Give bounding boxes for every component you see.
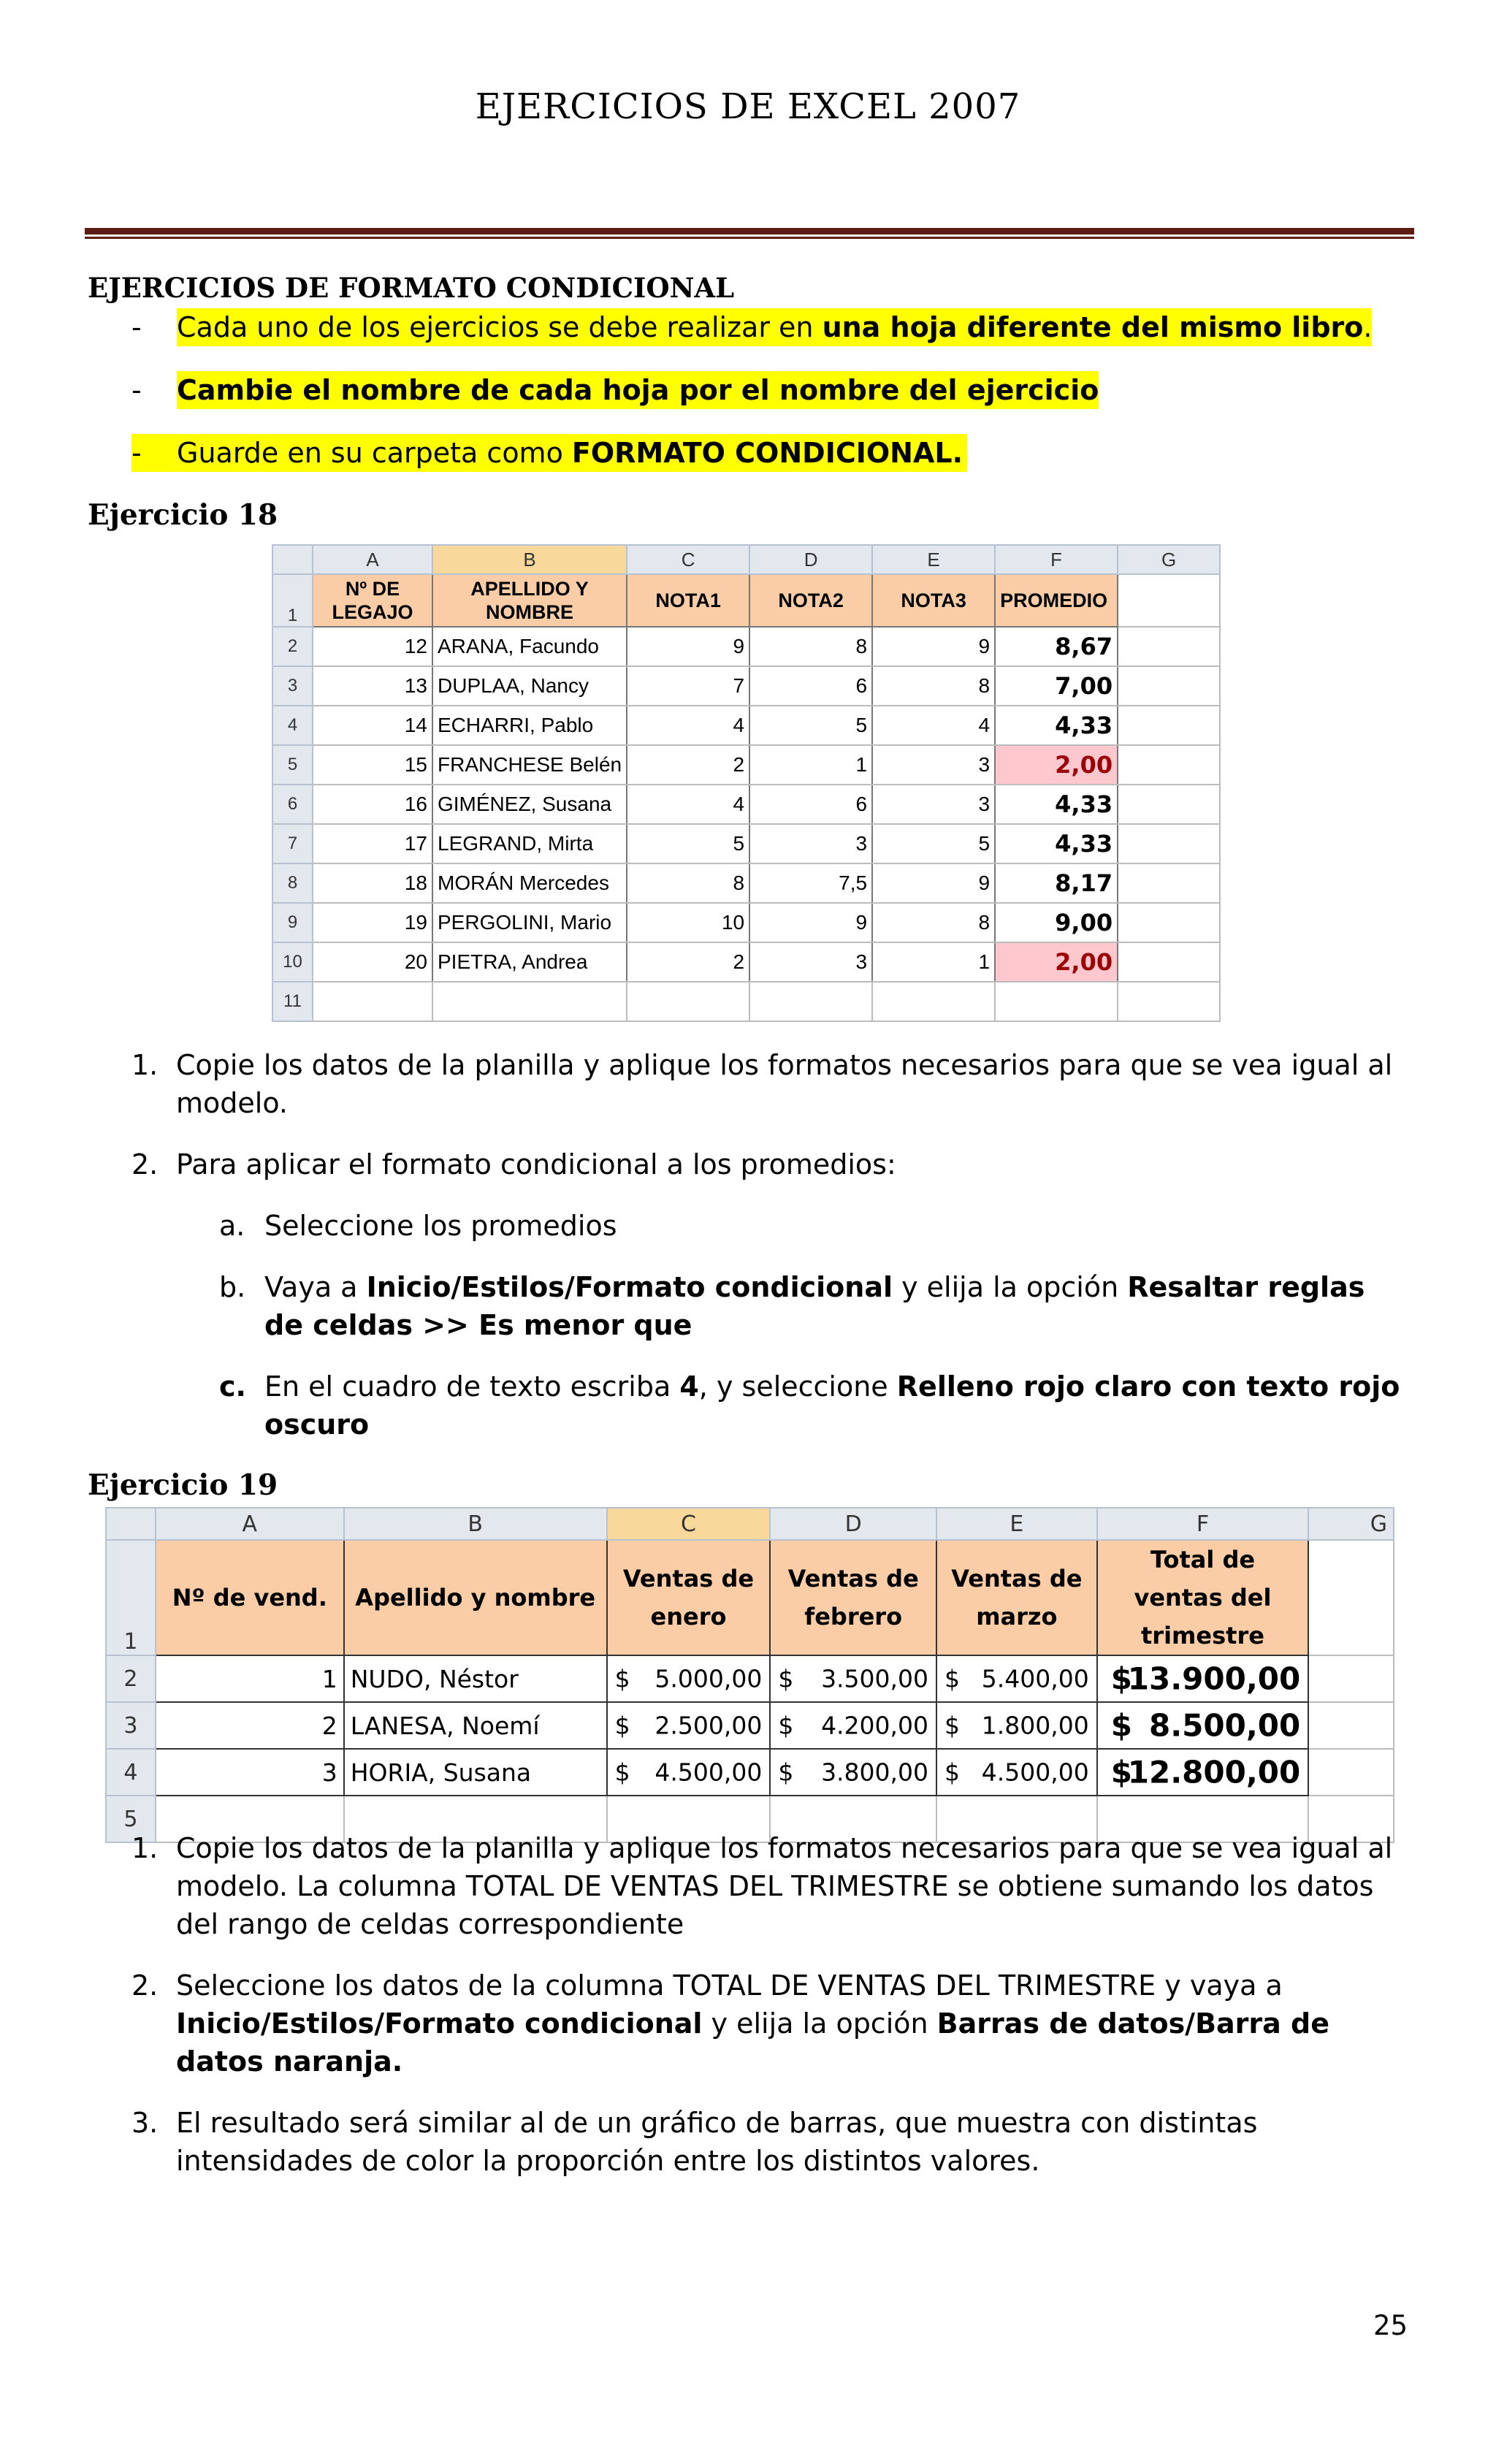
header-cell: APELLIDO Y NOMBRE [432,574,627,627]
empty-cell [1118,574,1220,627]
row-number: 11 [272,982,313,1021]
table-row [272,627,1220,666]
promedio-cell: 8,67 [995,627,1118,666]
empty-cell [1118,942,1220,982]
ventas-mar-cell [936,1749,1097,1796]
empty-cell [1118,745,1220,785]
nota3-cell: 9 [872,627,995,666]
nota3-cell: 8 [872,666,995,706]
page-number: 25 [1373,2310,1408,2341]
ventas-feb-cell [770,1749,936,1796]
nota3-cell: 3 [872,785,995,824]
empty-cell [1308,1749,1394,1796]
currency-symbol: $ [778,1664,794,1693]
nota3-cell: 9 [872,863,995,903]
promedio-cell: 7,00 [995,666,1118,706]
header-cell: Ventas de febrero [770,1540,936,1655]
legajo-cell: 16 [313,785,432,824]
empty-cell [1118,903,1220,942]
nombre-cell: MORÁN Mercedes [432,863,627,903]
amount-value: 3.500,00 [821,1664,929,1693]
ex19-step-1: 1. Copie los datos de la planilla y aplique los formatos necesarios para que se vea igual al modelo. La columna TOTAL DE VENTAS DEL TRIMESTRE se obtiene sumando los datos del rango de celdas correspondiente [131,1832,1393,1940]
nombre-cell: LEGRAND, Mirta [432,824,627,863]
header-cell: NOTA2 [749,574,872,627]
row-number: 5 [272,745,313,785]
nota2-cell: 3 [749,942,872,982]
amount-value: 4.500,00 [654,1758,763,1787]
column-letter: C [607,1508,771,1540]
column-letter: A [313,545,432,574]
empty-cell [1118,666,1220,706]
ventas-ene-cell [607,1655,771,1702]
table-row [272,903,1220,942]
row-number: 3 [272,666,313,706]
legajo-cell: 15 [313,745,432,785]
ex18-step-2: 2. Para aplicar el formato condicional a los promedios: [131,1148,896,1180]
column-letter: B [432,545,627,574]
nota3-cell: 3 [872,745,995,785]
bullet-text: Cambie el nombre de cada hoja por el nombre del ejercicio [177,371,1099,409]
promedio-cell: 8,17 [995,863,1118,903]
amount-value: 8.500,00 [1148,1707,1301,1744]
ventas-total-cell [1097,1749,1309,1796]
nombre-cell: GIMÉNEZ, Susana [432,785,627,824]
exercise-18-title: Ejercicio 18 [88,498,278,532]
table-row [106,1749,1394,1796]
amount-value: 5.400,00 [981,1664,1089,1693]
column-letter: F [1097,1508,1309,1540]
nota1-cell: 8 [627,863,749,903]
nombre-cell: PERGOLINI, Mario [432,903,627,942]
amount-value: 2.500,00 [654,1711,763,1740]
ex18-substep-a: a. Seleccione los promedios [219,1210,617,1242]
vendedor-num-cell: 1 [156,1655,344,1702]
table-header-row [106,1540,1394,1655]
ex18-substep-c: c. En el cuadro de texto escriba 4, y seleccione Relleno rojo claro con texto rojo oscuro [219,1370,1400,1441]
nota1-cell: 5 [627,824,749,863]
currency-symbol: $ [1110,1707,1132,1744]
currency-symbol: $ [614,1711,630,1740]
nota2-cell: 5 [749,706,872,745]
header-cell: PROMEDIO [995,574,1118,627]
ex18-substep-b: b. Vaya a Inicio/Estilos/Formato condicional y elija la opción Resaltar reglas de celdas >> Es menor que [219,1271,1365,1341]
nota1-cell: 2 [627,942,749,982]
amount-value: 1.800,00 [981,1711,1089,1740]
nota2-cell: 7,5 [749,863,872,903]
nota3-cell: 5 [872,824,995,863]
table-row [272,706,1220,745]
nota1-cell: 10 [627,903,749,942]
promedio-cell: 4,33 [995,824,1118,863]
column-header-row [106,1508,1394,1540]
currency-symbol: $ [1110,1754,1132,1790]
ventas-feb-cell [770,1702,936,1749]
table-row [272,942,1220,982]
table-row [272,785,1220,824]
currency-symbol: $ [944,1758,961,1787]
nombre-cell: DUPLAA, Nancy [432,666,627,706]
nombre-cell: LANESA, Noemí [344,1702,607,1749]
currency-symbol: $ [778,1758,794,1787]
table-row [272,666,1220,706]
page-header-title: EJERCICIOS DE EXCEL 2007 [475,86,1021,127]
spreadsheet-ex19 [105,1507,1394,1832]
table-row [106,1702,1394,1749]
header-cell: NOTA1 [627,574,749,627]
table-row [272,982,1220,1021]
amount-value: 4.200,00 [821,1711,929,1740]
nota1-cell: 9 [627,627,749,666]
table-header-row [272,574,1220,627]
header-cell: Apellido y nombre [344,1540,607,1655]
row-number: 6 [272,785,313,824]
nota1-cell: 4 [627,706,749,745]
nombre-cell: HORIA, Susana [344,1749,607,1796]
legajo-cell: 13 [313,666,432,706]
ex19-step-2: 2. Seleccione los datos de la columna TOTAL DE VENTAS DEL TRIMESTRE y vaya a Inicio/Estilos/Formato condicional y elija la opción Barras de datos/Barra de datos naranja. [131,1969,1329,2078]
row-number: 9 [272,903,313,942]
ventas-ene-cell [607,1702,771,1749]
amount-value: 3.800,00 [821,1758,929,1787]
ex19-step-3: 3. El resultado será similar al de un gráfico de barras, que muestra con distintas intensidades de color la proporción entre los distintos valores. [131,2107,1258,2177]
ventas-mar-cell [936,1702,1097,1749]
bullet-text: Cada uno de los ejercicios se debe realizar en una hoja diferente del mismo libro. [177,308,1372,346]
header-rule-thick [85,228,1414,234]
nota2-cell: 6 [749,785,872,824]
ventas-total-cell [1097,1702,1309,1749]
table-row [272,745,1220,785]
nota1-cell: 7 [627,666,749,706]
promedio-cell: 4,33 [995,785,1118,824]
nota3-cell: 4 [872,706,995,745]
nota2-cell: 6 [749,666,872,706]
table-row [106,1655,1394,1702]
header-cell: Ventas de enero [607,1540,771,1655]
nombre-cell: ARANA, Facundo [432,627,627,666]
empty-cell [1308,1702,1394,1749]
instruction-bullet [131,434,967,472]
empty-cell [1118,627,1220,666]
currency-symbol: $ [778,1711,794,1740]
empty-cell [1118,706,1220,745]
legajo-cell: 20 [313,942,432,982]
legajo-cell: 18 [313,863,432,903]
promedio-cell: 4,33 [995,706,1118,745]
amount-value: 5.000,00 [654,1664,763,1693]
row-number: 1 [272,574,313,627]
currency-symbol: $ [1110,1660,1132,1697]
ventas-feb-cell [770,1655,936,1702]
spreadsheet-ex18 [272,544,1225,1015]
currency-symbol: $ [614,1758,630,1787]
empty-cell [1308,1655,1394,1702]
row-number: 10 [272,942,313,982]
header-cell: Ventas de marzo [936,1540,1097,1655]
nota3-cell: 8 [872,903,995,942]
nombre-cell: FRANCHESE Belén [432,745,627,785]
header-cell: Total de ventas del trimestre [1097,1540,1309,1655]
corner-cell [106,1508,156,1540]
column-letter: G [1308,1508,1394,1540]
section-title: EJERCICIOS DE FORMATO CONDICIONAL [88,272,735,304]
row-number: 4 [272,706,313,745]
nota2-cell: 3 [749,824,872,863]
amount-value: 13.900,00 [1127,1660,1301,1697]
legajo-cell: 14 [313,706,432,745]
legajo-cell: 19 [313,903,432,942]
column-letter: D [770,1508,936,1540]
column-letter: F [995,545,1118,574]
column-header-row [272,545,1220,574]
table-row [272,824,1220,863]
empty-cell [1118,824,1220,863]
empty-cell [1118,863,1220,903]
row-number: 4 [106,1749,156,1796]
currency-symbol: $ [944,1664,961,1693]
empty-cell [1308,1540,1394,1655]
nota1-cell: 2 [627,745,749,785]
row-number: 3 [106,1702,156,1749]
row-number: 1 [106,1540,156,1655]
nota2-cell: 8 [749,627,872,666]
nota2-cell: 1 [749,745,872,785]
ventas-mar-cell [936,1655,1097,1702]
nombre-cell: NUDO, Néstor [344,1655,607,1702]
vendedor-num-cell: 3 [156,1749,344,1796]
ex18-step-1: 1. Copie los datos de la planilla y aplique los formatos necesarios para que se vea igual al modelo. [131,1049,1393,1119]
ventas-ene-cell [607,1749,771,1796]
header-rule-thin [85,237,1414,239]
column-letter: D [749,545,872,574]
legajo-cell: 17 [313,824,432,863]
amount-value: 12.800,00 [1127,1754,1301,1790]
table-row [272,863,1220,903]
nombre-cell: ECHARRI, Pablo [432,706,627,745]
amount-value: 4.500,00 [981,1758,1089,1787]
bullet-dash: - [131,437,142,469]
promedio-cell: 2,00 [995,942,1118,982]
row-number: 7 [272,824,313,863]
row-number: 2 [272,627,313,666]
column-letter: E [936,1508,1097,1540]
header-cell: Nº de vend. [156,1540,344,1655]
exercise-19-title: Ejercicio 19 [88,1468,278,1502]
column-letter: B [344,1508,607,1540]
nombre-cell: PIETRA, Andrea [432,942,627,982]
currency-symbol: $ [614,1664,630,1693]
column-letter: E [872,545,995,574]
empty-cell [1118,785,1220,824]
nota3-cell: 1 [872,942,995,982]
nota1-cell: 4 [627,785,749,824]
header-cell: Nº DE LEGAJO [313,574,432,627]
promedio-cell: 2,00 [995,745,1118,785]
bullet-dash: - [131,311,142,343]
ventas-total-cell [1097,1655,1309,1702]
header-cell: NOTA3 [872,574,995,627]
legajo-cell: 12 [313,627,432,666]
row-number: 2 [106,1655,156,1702]
nota2-cell: 9 [749,903,872,942]
promedio-cell: 9,00 [995,903,1118,942]
column-letter: A [156,1508,344,1540]
currency-symbol: $ [944,1711,961,1740]
row-number: 5 [106,1796,156,1842]
corner-cell [272,545,313,574]
column-letter: C [627,545,749,574]
bullet-text: Guarde en su carpeta como FORMATO CONDICIONAL. [177,437,963,469]
bullet-dash: - [131,374,142,406]
vendedor-num-cell: 2 [156,1702,344,1749]
row-number: 8 [272,863,313,903]
column-letter: G [1118,545,1220,574]
